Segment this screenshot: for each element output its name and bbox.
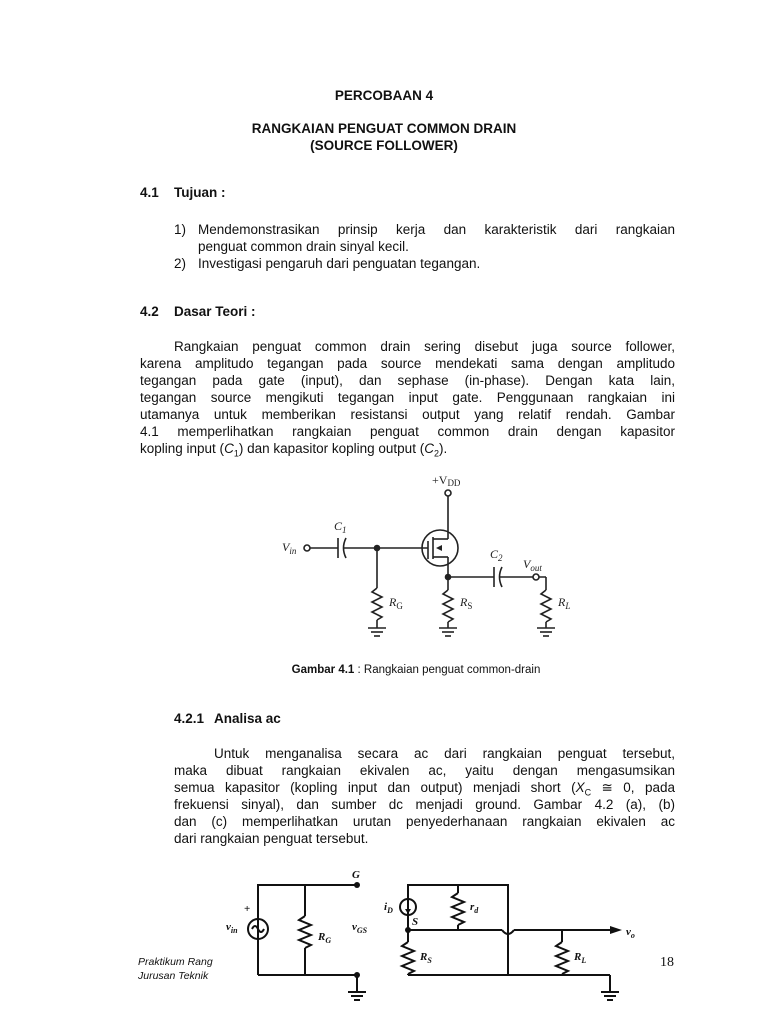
svg-text:vo: $v_o$	[626, 926, 635, 940]
section-4-1-title: Tujuan :	[174, 185, 226, 200]
objective-2-number: 2)	[174, 256, 187, 271]
page-title: PERCOBAAN 4	[334, 88, 434, 103]
resistor-rd	[452, 893, 464, 925]
svg-text:RS: $R_S$	[460, 595, 473, 611]
svg-text:RG: $R_G$	[318, 931, 332, 945]
footer-department: Jurusan Teknik	[138, 970, 209, 982]
svg-text:Vout: $V_{out}$	[523, 557, 542, 573]
ac-line-6: dari rangkaian penguat tersebut.	[174, 831, 369, 846]
objective-1-line1: Mendemonstrasikan prinsip kerja dan karakteristik dari rangkaian	[198, 222, 675, 237]
svg-text:G: G	[352, 869, 360, 881]
page-subtitle-line1: RANGKAIAN PENGUAT COMMON DRAIN	[251, 121, 517, 136]
ac-line-1: Untuk menganalisa secara ac dari rangkaian penguat tersebut,	[214, 746, 675, 761]
objective-1-number: 1)	[174, 222, 187, 237]
theory-line-1: Rangkaian penguat common drain sering disebut juga source follower,	[174, 339, 675, 354]
footer-course: Praktikum Rang	[138, 956, 213, 968]
svg-text:C1: $C_1$	[334, 519, 347, 535]
resistor-rg-2	[299, 916, 311, 948]
svg-text:RL: $R_L$	[558, 595, 571, 611]
theory-line-3: tegangan pada gate (input), dan sephase (in-phase). Dengan kata lain,	[140, 373, 675, 388]
theory-line-7: kopling input $(C_1)$ dan kapasitor kopling output $(C_2)$.	[140, 441, 448, 459]
objective-2-line1: Investigasi pengaruh dari penguatan tegangan.	[198, 256, 481, 271]
svg-text:+VDD: +VDD	[432, 473, 461, 488]
section-4-1-number: 4.1	[140, 185, 159, 200]
svg-text:vin: $v_{in}$	[226, 921, 238, 935]
resistor-rs-2	[402, 942, 414, 974]
ac-line-5: dan (c) memperlihatkan urutan penyederhanaan rangkaian ekivalen ac	[174, 814, 675, 829]
svg-text:RL: $R_L$	[574, 951, 587, 965]
svg-text:S: S	[412, 916, 419, 928]
ac-line-2: maka dibuat rangkaian ekivalen ac, yaitu dengan mengasumsikan	[174, 763, 675, 778]
theory-line-6: 4.1 memperlihatkan rangkaian penguat common drain dengan kapasitor	[140, 424, 675, 439]
theory-line-5: utamanya untuk memberikan resistansi output yang relatif rendah. Gambar	[140, 407, 675, 422]
svg-text:C2: $C_2$	[490, 547, 503, 563]
svg-text:RS: $R_S$	[420, 951, 432, 965]
svg-text:vGS: $v_{GS}$	[352, 921, 368, 935]
section-4-2-1-title: Analisa ac	[214, 711, 281, 726]
section-4-2-title: Dasar Teori :	[174, 304, 256, 319]
svg-text:RG: $R_G$	[389, 595, 403, 611]
ac-line-3: semua kapasitor (kopling input dan output) menjadi short ($X_C$ ≅ 0, pada	[174, 780, 675, 798]
resistor-rl-2	[556, 942, 568, 974]
svg-text:rd: $r_d$	[470, 901, 479, 915]
section-4-2-1-number: 4.2.1	[174, 711, 205, 726]
page-subtitle-line2: (SOURCE FOLLOWER)	[310, 138, 458, 153]
svg-text:+: +	[244, 903, 251, 915]
svg-text:Vin: $V_{in}$	[282, 540, 297, 556]
page-number: 18	[660, 955, 674, 970]
figure-4-1-caption: Gambar 4.1 : Rangkaian penguat common-drain	[291, 664, 541, 676]
svg-text:iD: $i_D$	[384, 901, 393, 915]
theory-line-2: karena amplitudo tegangan pada source mendekati sama dengan amplitudo	[140, 356, 675, 371]
section-4-2-number: 4.2	[140, 304, 159, 319]
theory-line-4: tegangan source mengikuti tegangan input gate. Penggunaan rangkaian ini	[140, 390, 675, 405]
ac-line-4: frekuensi sinyal), dan sumber dc menjadi ground. Gambar 4.2 (a), (b)	[174, 797, 675, 812]
objective-1-line2: penguat common drain sinyal kecil.	[198, 239, 409, 254]
